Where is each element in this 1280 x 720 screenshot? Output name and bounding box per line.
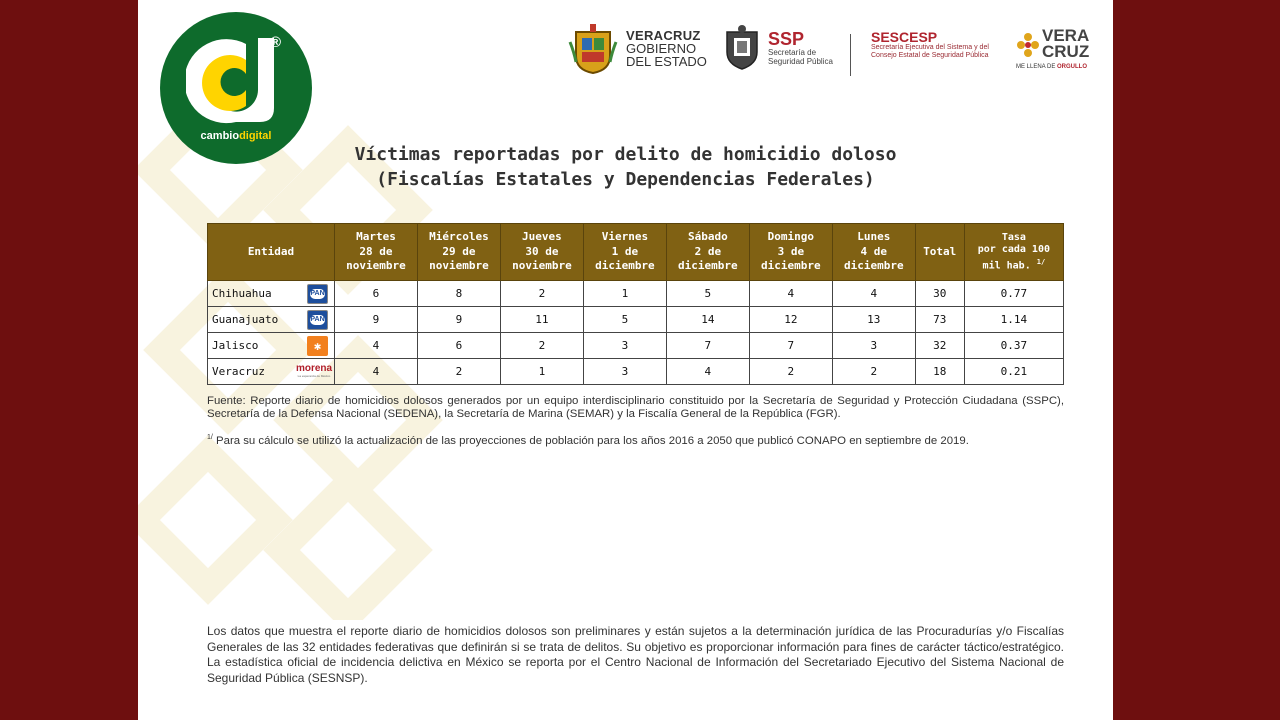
tasa-cell: 0.21 xyxy=(964,359,1063,385)
value-cell: 8 xyxy=(417,281,500,307)
value-cell: 6 xyxy=(417,333,500,359)
value-cell: 12 xyxy=(749,307,832,333)
entidad-cell: Guanajuato PAN xyxy=(208,307,335,333)
value-cell: 13 xyxy=(832,307,915,333)
disclaimer: Los datos que muestra el reporte diario de homicidios dolosos son preliminares y están sujetos a la determinación jurídica de las Procuradurías y/o Fiscalías Generales de las 32 entidades federativas que definirán si se trata de delitos. Su objetivo es proporcionar información para fines de carácter táctico/estratégico. La estadística oficial de incidencia delictiva en México se reporta por el Centro Nacional de Información del Secretariado Ejecutivo del Sistema Nacional de Seguridad Pública (SESNSP). xyxy=(207,624,1064,685)
value-cell: 2 xyxy=(500,333,583,359)
header-day-4: Viernes 1 de diciembre xyxy=(583,224,666,281)
total-cell: 32 xyxy=(915,333,964,359)
table-header-row xyxy=(208,224,1064,281)
value-cell: 2 xyxy=(417,359,500,385)
value-cell: 4 xyxy=(749,281,832,307)
value-cell: 4 xyxy=(335,333,418,359)
value-cell: 2 xyxy=(832,359,915,385)
value-cell: 14 xyxy=(666,307,749,333)
value-cell: 1 xyxy=(583,281,666,307)
total-cell: 18 xyxy=(915,359,964,385)
ssp-logo: SSP Secretaría de Seguridad Pública xyxy=(768,29,833,66)
ssp-shield-icon xyxy=(723,24,761,70)
pan-logo-icon: PAN xyxy=(307,284,328,304)
veracruz-crest-icon xyxy=(568,22,618,74)
veracruz-flower-icon xyxy=(1016,32,1040,58)
value-cell: 3 xyxy=(583,333,666,359)
source-note: Fuente: Reporte diario de homicidios dolosos generados por un equipo interdisciplinario constituido por la Secretaría de Seguridad y Protección Ciudadana (SSPC), Secretaría de la Defensa Nacional (SEDENA), la Secretaría de Marina (SEMAR) y la Fiscalía General de la República (FGR). xyxy=(207,395,1064,420)
entidad-cell: Veracruz morena La esperanza de México xyxy=(208,359,335,385)
tasa-cell: 1.14 xyxy=(964,307,1063,333)
header-tasa: Tasa por cada 100 mil hab. $^{1/}$ xyxy=(964,224,1063,281)
table-row xyxy=(208,307,1064,333)
registered-mark: ® xyxy=(270,34,282,51)
value-cell: 7 xyxy=(749,333,832,359)
total-cell: 30 xyxy=(915,281,964,307)
title-line-2: (Fiscalías Estatales y Dependencias Federales) xyxy=(376,169,875,190)
entidad-cell: Chihuahua PAN xyxy=(208,281,335,307)
value-cell: 9 xyxy=(335,307,418,333)
value-cell: 9 xyxy=(417,307,500,333)
value-cell: 2 xyxy=(500,281,583,307)
header-day-7: Lunes 4 de diciembre xyxy=(832,224,915,281)
header-day-2: Miércoles 29 de noviembre xyxy=(417,224,500,281)
value-cell: 7 xyxy=(666,333,749,359)
header-entidad: Entidad xyxy=(208,224,335,281)
veracruz-gobierno-logo: VERACRUZ GOBIERNO DEL ESTADO xyxy=(626,28,707,69)
footnote: $^{1/}$ Para su cálculo se utilizó la actualización de las proyecciones de población para los años 2016 a 2050 que publicó CONAPO en septiembre de 2019. xyxy=(207,434,969,447)
header-day-6: Domingo 3 de diciembre xyxy=(749,224,832,281)
government-logos: VERACRUZ GOBIERNO DEL ESTADO SSP Secretaría de Seguridad Pública SESCESP Secretaría Ejecutiva del Sistema y del Consejo Estatal de Seguridad Pública VERA CRUZ ME LLENA DE ORGULLO xyxy=(568,22,1098,82)
header-total: Total xyxy=(915,224,964,281)
tasa-cell: 0.37 xyxy=(964,333,1063,359)
table-row xyxy=(208,281,1064,307)
tasa-cell: 0.77 xyxy=(964,281,1063,307)
report-title xyxy=(138,142,1113,192)
morena-logo-icon: morena La esperanza de México xyxy=(295,363,333,378)
homicide-table xyxy=(207,223,1064,385)
document-page xyxy=(138,0,1113,720)
sescesp-logo: SESCESP Secretaría Ejecutiva del Sistema y del Consejo Estatal de Seguridad Pública xyxy=(871,29,989,59)
value-cell: 6 xyxy=(335,281,418,307)
title-line-1: Víctimas reportadas por delito de homicidio doloso xyxy=(354,144,897,165)
value-cell: 2 xyxy=(749,359,832,385)
value-cell: 4 xyxy=(666,359,749,385)
value-cell: 5 xyxy=(666,281,749,307)
pan-logo-icon: PAN xyxy=(307,310,328,330)
value-cell: 1 xyxy=(500,359,583,385)
header-day-5: Sábado 2 de diciembre xyxy=(666,224,749,281)
logo-divider xyxy=(850,34,851,76)
table-row xyxy=(208,359,1064,385)
value-cell: 11 xyxy=(500,307,583,333)
entidad-cell: Jalisco ✱ xyxy=(208,333,335,359)
value-cell: 3 xyxy=(583,359,666,385)
logo-text: cambiodigital xyxy=(200,130,272,142)
value-cell: 3 xyxy=(832,333,915,359)
value-cell: 4 xyxy=(832,281,915,307)
total-cell: 73 xyxy=(915,307,964,333)
mc-logo-icon: ✱ xyxy=(307,336,328,356)
value-cell: 5 xyxy=(583,307,666,333)
header-day-1: Martes 28 de noviembre xyxy=(335,224,418,281)
header-day-3: Jueves 30 de noviembre xyxy=(500,224,583,281)
table-row xyxy=(208,333,1064,359)
value-cell: 4 xyxy=(335,359,418,385)
